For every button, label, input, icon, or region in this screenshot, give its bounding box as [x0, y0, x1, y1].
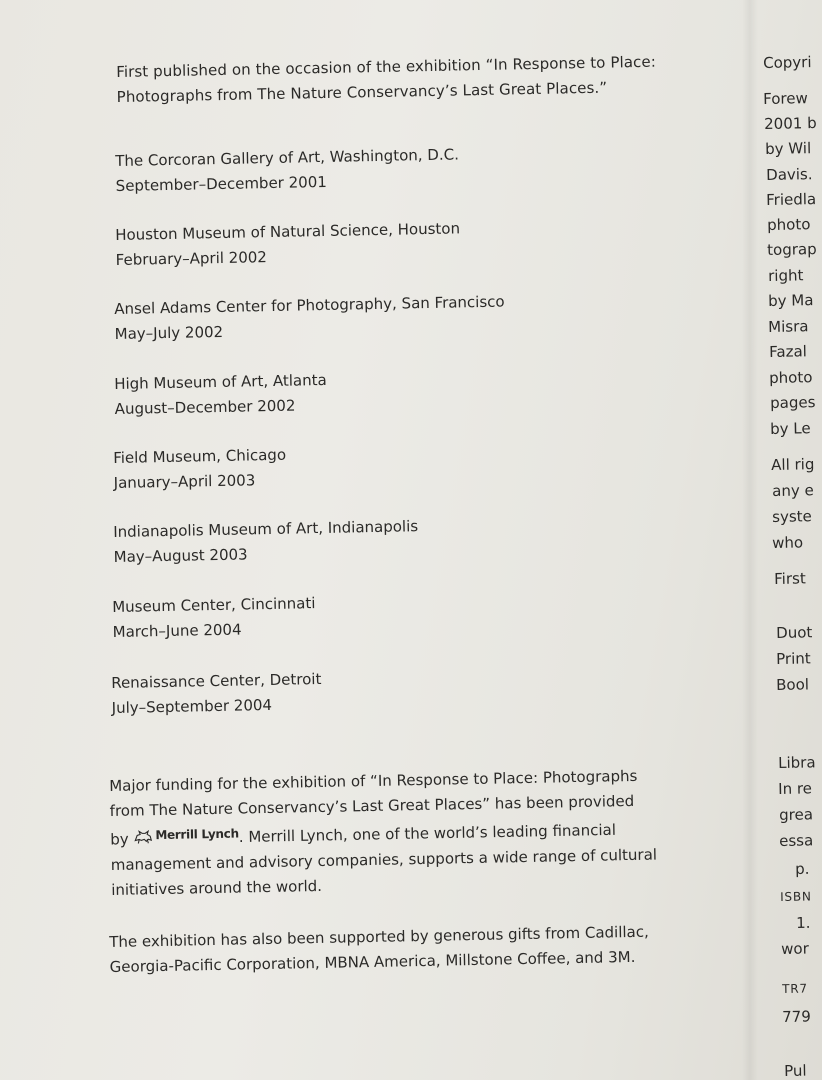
right-page — [762, 0, 822, 1080]
right-fragment: All rig — [771, 455, 815, 474]
funding-line-4: management and advisory companies, supports a wide range of cultural — [110, 844, 658, 874]
right-fragment: p. — [795, 859, 810, 878]
venue-field-museum — [113, 435, 674, 496]
right-fragment: 2001 b — [764, 113, 817, 133]
venue-corcoran — [115, 138, 676, 199]
venue-dates: July–September 2004 — [111, 695, 273, 717]
right-fragment: essa — [779, 831, 814, 850]
venue-indianapolis — [113, 509, 674, 570]
right-fragment: In re — [778, 779, 813, 798]
venue-name: Renaissance Center, Detroit — [111, 669, 322, 692]
right-fragment: by Wil — [765, 139, 812, 158]
right-fragment: photo — [769, 368, 813, 387]
funding-line-1: Major funding for the exhibition of “In Response to Place: Photographs — [109, 766, 638, 795]
right-fragment: 779 — [782, 1007, 811, 1026]
intro-paragraph — [116, 48, 717, 110]
venue-dates: March–June 2004 — [112, 620, 242, 641]
right-fragment: Copyri — [763, 53, 812, 72]
venue-high-museum — [114, 361, 675, 422]
right-fragment: Forew — [763, 89, 808, 108]
funding-line-2: from The Nature Conservancy’s Last Great Places” has been provided — [109, 791, 635, 820]
support-line-1: The exhibition has also been supported by generous gifts from Cadillac, — [109, 922, 649, 951]
merrill-lynch-wordmark: Merrill Lynch — [155, 826, 239, 843]
bull-icon — [133, 828, 153, 844]
venue-name: Museum Center, Cincinnati — [112, 594, 316, 616]
right-fragment: Pul — [784, 1061, 807, 1080]
support-paragraph — [109, 918, 730, 980]
venue-name: Ansel Adams Center for Photography, San Francisco — [114, 292, 505, 318]
right-fragment: Misra — [768, 317, 809, 336]
right-fragment: photo — [767, 215, 811, 234]
right-fragment: grea — [779, 805, 814, 824]
venue-dates: January–April 2003 — [113, 471, 256, 492]
funding-line-3-rest: . Merrill Lynch, one of the world’s leading financial — [238, 820, 617, 847]
right-fragment: Duot — [776, 623, 813, 642]
right-fragment: TR7 — [782, 981, 808, 996]
right-fragment: Fazal — [769, 342, 808, 361]
venue-dates: May–August 2003 — [113, 545, 248, 566]
right-fragment: Friedla — [766, 190, 817, 209]
right-fragment: syste — [772, 507, 812, 526]
right-fragment: Davis. — [766, 165, 813, 184]
venue-dates: August–December 2002 — [114, 396, 296, 418]
intro-line-2: Photographs from The Nature Conservancy’s Last Great Places.” — [116, 78, 608, 106]
venue-name: High Museum of Art, Atlanta — [114, 370, 327, 393]
right-fragment: who — [772, 533, 804, 552]
venue-detroit — [111, 660, 672, 721]
venue-cincinnati — [112, 584, 673, 645]
right-fragment: any e — [772, 481, 814, 500]
venue-name: Indianapolis Museum of Art, Indianapolis — [113, 517, 419, 541]
right-fragment: Libra — [778, 753, 816, 772]
venue-dates: February–April 2002 — [115, 248, 268, 269]
right-fragment: Print — [776, 649, 811, 668]
merrill-lynch-logo — [133, 822, 239, 849]
right-fragment: by Ma — [768, 291, 814, 310]
intro-line-1: First published on the occasion of the exhibition “In Response to Place: — [116, 52, 657, 81]
venue-houston — [115, 212, 676, 273]
venue-dates: September–December 2001 — [115, 172, 327, 195]
right-fragment: First — [774, 569, 806, 588]
funding-paragraph — [109, 762, 731, 902]
venue-dates: May–July 2002 — [114, 322, 224, 343]
venue-name: Field Museum, Chicago — [113, 445, 287, 467]
right-fragment: pages — [770, 393, 816, 412]
venue-name: The Corcoran Gallery of Art, Washington, D.C. — [115, 145, 460, 170]
right-fragment: wor — [781, 939, 809, 958]
venue-ansel-adams — [114, 286, 675, 347]
right-fragment: 1. — [796, 913, 811, 932]
right-fragment: Bool — [776, 675, 810, 694]
support-line-2: Georgia-Pacific Corporation, MBNA America, Millstone Coffee, and 3M. — [109, 947, 636, 976]
funding-line-5: initiatives around the world. — [111, 876, 323, 899]
right-fragment: ISBN — [780, 889, 812, 904]
venue-name: Houston Museum of Natural Science, Houston — [115, 219, 461, 244]
right-fragment: tograp — [767, 240, 817, 259]
funding-by: by — [110, 830, 129, 849]
page-gutter — [742, 0, 758, 1080]
right-fragment: right — [768, 266, 804, 285]
right-fragment: by Le — [770, 419, 811, 438]
